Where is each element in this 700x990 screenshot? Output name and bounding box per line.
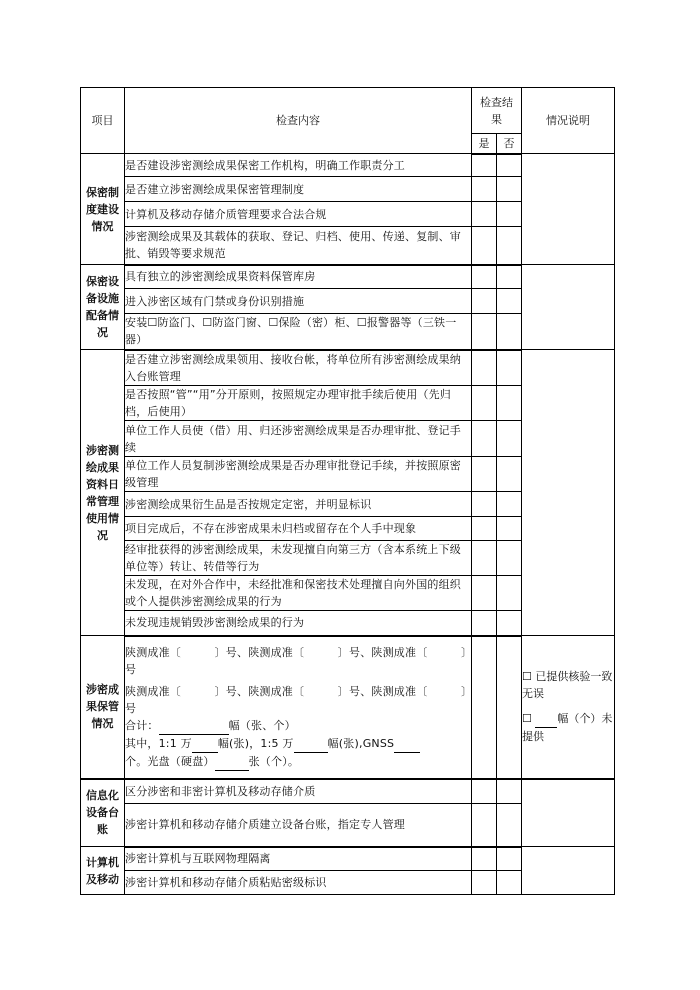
checkbox-yes[interactable] (472, 386, 497, 421)
check-item: 项目完成后，不存在涉密成果未归档或留存在个人手中现象 (125, 517, 472, 541)
checkbox-yes[interactable] (472, 421, 497, 457)
check-item: 涉密计算机与互联网物理隔离 (125, 847, 472, 871)
header-note: 情况说明 (522, 88, 615, 154)
checkbox-yes[interactable] (472, 457, 497, 492)
checkbox-no[interactable] (497, 517, 522, 541)
gnss-blank[interactable] (394, 735, 420, 753)
checkbox-no[interactable] (497, 576, 522, 611)
checkbox-no[interactable] (497, 847, 522, 871)
checkbox-yes[interactable] (472, 847, 497, 871)
checkbox-no[interactable] (497, 779, 522, 804)
inspection-checklist-table (80, 87, 615, 895)
check-item: 进入涉密区域有门禁或身份识别措施 (125, 289, 472, 314)
check-item: 安装☐防盗门、☐防盗门窗、☐保险（密）柜、☐报警器等（三铁一器） (125, 314, 472, 350)
check-item: 是否建立涉密测绘成果领用、接收台帐，将单位所有涉密测绘成果纳入台账管理 (125, 350, 472, 386)
checkbox-no[interactable] (497, 541, 522, 576)
section-title-custody: 涉密成果保管情况 (81, 636, 125, 779)
missing-count-blank[interactable] (535, 710, 557, 728)
note-checkbox-label[interactable]: ☐ (522, 712, 536, 726)
check-item: 涉密计算机和移动存储介质建立设备台账，指定专人管理 (125, 804, 472, 847)
checkbox-no[interactable] (497, 492, 522, 517)
check-item: 具有独立的涉密测绘成果资料保管库房 (125, 265, 472, 289)
header-no: 否 (497, 134, 522, 154)
checkbox-no[interactable] (497, 177, 522, 202)
header-content: 检查内容 (125, 88, 472, 154)
note-cell[interactable] (522, 350, 615, 636)
checkbox-no[interactable] (497, 457, 522, 492)
checkbox-no[interactable] (497, 350, 522, 386)
check-item: 经审批获得的涉密测绘成果，未发现擅自向第三方（含本系统上下级单位等）转让、转借等行为 (125, 541, 472, 576)
checkbox-no[interactable] (497, 636, 522, 779)
checkbox-no[interactable] (497, 314, 522, 350)
section-title-computer: 计算机及移动 (81, 847, 125, 895)
total-count-blank[interactable] (159, 717, 229, 735)
note-cell[interactable] (522, 847, 615, 895)
note-cell[interactable] (522, 779, 615, 847)
total-unit: 幅（张、个） (228, 718, 296, 732)
section-title-it-ledger: 信息化设备台账 (81, 779, 125, 847)
checkbox-yes[interactable] (472, 541, 497, 576)
detail-text: 张（个）。 (248, 754, 300, 768)
check-item: 是否建立涉密测绘成果保密管理制度 (125, 177, 472, 202)
check-item: 涉密计算机和移动存储介质粘贴密级标识 (125, 871, 472, 895)
checkbox-no[interactable] (497, 154, 522, 177)
checkbox-no[interactable] (497, 265, 522, 289)
check-item: 涉密测绘成果衍生品是否按规定定密，并明显标识 (125, 492, 472, 517)
disk-count-blank[interactable] (215, 753, 249, 771)
header-result: 检查结果 (472, 88, 522, 134)
detail-text: 幅(张)，1:5 万 (217, 736, 294, 750)
checkbox-yes[interactable] (472, 154, 497, 177)
note-verified[interactable]: ☐ 已提供核验一致无误 (522, 670, 613, 701)
checkbox-no[interactable] (497, 871, 522, 895)
check-item: 未发现违规销毁涉密测绘成果的行为 (125, 611, 472, 636)
checkbox-yes[interactable] (472, 265, 497, 289)
check-item: 是否按照“管”“用”分开原则，按照规定办理审批手续后使用（先归档，后使用） (125, 386, 472, 421)
checkbox-no[interactable] (497, 202, 522, 227)
header-yes: 是 (472, 134, 497, 154)
note-cell[interactable] (522, 154, 615, 265)
scale-10k-blank[interactable] (192, 735, 218, 753)
checkbox-yes[interactable] (472, 227, 497, 265)
checkbox-yes[interactable] (472, 492, 497, 517)
detail-text: 其中，1:1 万 (125, 736, 192, 750)
header-item: 项目 (81, 88, 125, 154)
checkbox-no[interactable] (497, 611, 522, 636)
detail-text: 幅(张),GNSS (327, 736, 395, 750)
approval-line: 陕测成准〔 〕号、陕测成准〔 〕号、陕测成准〔 〕号 (125, 684, 467, 715)
custody-note (522, 636, 615, 779)
checkbox-yes[interactable] (472, 576, 497, 611)
check-item: 涉密测绘成果及其载体的获取、登记、归档、使用、传递、复制、审批、销毁等要求规范 (125, 227, 472, 265)
check-item: 单位工作人员使（借）用、归还涉密测绘成果是否办理审批、登记手续 (125, 421, 472, 457)
total-label: 合计： (125, 718, 159, 732)
checkbox-yes[interactable] (472, 289, 497, 314)
checkbox-yes[interactable] (472, 804, 497, 847)
checkbox-yes[interactable] (472, 350, 497, 386)
checkbox-yes[interactable] (472, 779, 497, 804)
checkbox-yes[interactable] (472, 517, 497, 541)
checkbox-yes[interactable] (472, 611, 497, 636)
detail-text: 个。光盘（硬盘） (125, 754, 215, 768)
checkbox-no[interactable] (497, 804, 522, 847)
check-item: 是否建设涉密测绘成果保密工作机构，明确工作职责分工 (125, 154, 472, 177)
approval-line: 陕测成准〔 〕号、陕测成准〔 〕号、陕测成准〔 〕号 (125, 645, 467, 676)
check-item: 区分涉密和非密计算机及移动存储介质 (125, 779, 472, 804)
scale-50k-blank[interactable] (294, 735, 328, 753)
check-item: 单位工作人员复制涉密测绘成果是否办理审批登记手续，并按照原密级管理 (125, 457, 472, 492)
checkbox-no[interactable] (497, 386, 522, 421)
checkbox-yes[interactable] (472, 314, 497, 350)
checkbox-no[interactable] (497, 289, 522, 314)
section-title-system: 保密制度建设情况 (81, 154, 125, 265)
section-title-equipment: 保密设备设施配备情况 (81, 265, 125, 350)
note-not-provided-text: 幅（个）未提供 (522, 712, 613, 744)
check-item: 未发现，在对外合作中，未经批准和保密技术处理擅自向外国的组织或个人提供涉密测绘成果的行为 (125, 576, 472, 611)
checkbox-no[interactable] (497, 227, 522, 265)
checkbox-no[interactable] (497, 421, 522, 457)
checkbox-yes[interactable] (472, 202, 497, 227)
check-item: 计算机及移动存储介质管理要求合法合规 (125, 202, 472, 227)
custody-details (125, 636, 472, 779)
checkbox-yes[interactable] (472, 871, 497, 895)
checkbox-yes[interactable] (472, 177, 497, 202)
section-title-daily-management: 涉密测绘成果资料日常管理使用情况 (81, 350, 125, 636)
checkbox-yes[interactable] (472, 636, 497, 779)
note-cell[interactable] (522, 265, 615, 350)
note-not-provided (522, 710, 614, 745)
